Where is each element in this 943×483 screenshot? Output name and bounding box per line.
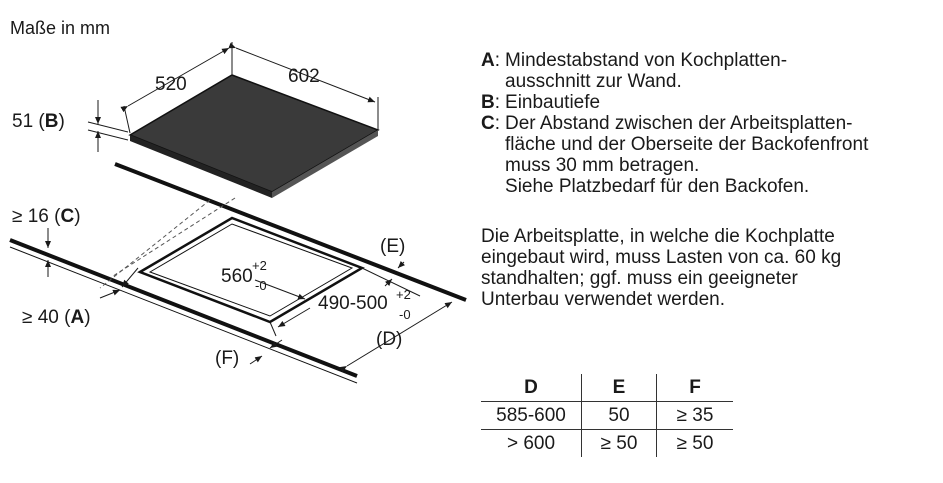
dimension-table [481,374,733,457]
worktop-cutout [140,218,420,336]
cut-depth-label: 490-500 [318,293,388,314]
table-cell: ≥ 50 [657,430,734,458]
table-cell: 585-600 [481,402,582,430]
cut-depth-tol-plus: +2 [396,287,411,302]
table-row [481,402,733,430]
legend-item-a: A : Mindestabstand von Kochplatten- ausschnitt zur Wand. [481,50,788,92]
legend-text: Einbautiefe [505,92,601,113]
table-header-row [481,374,733,402]
svg-text:51 (B): 51 (B) [12,111,65,132]
legend [481,50,931,197]
f-label: (F) [215,348,240,369]
legend-key: C [481,113,495,134]
legend-text: Mindestabstand von Kochplatten- ausschnitt zur Wand. [505,50,788,92]
height-dimension [12,100,128,152]
c-key: C [60,206,75,227]
table-cell: ≥ 50 [582,430,657,458]
table-cell: ≥ 35 [657,402,734,430]
c-dimension [12,206,81,277]
a-label: ≥ 40 ( [22,307,71,328]
legend-key: A [481,50,495,71]
a-key: A [70,307,85,328]
cut-width-tol-plus: +2 [252,258,267,273]
e-label: (E) [380,236,406,257]
depth-label: 520 [155,74,187,95]
legend-text: Der Abstand zwischen der Arbeitsplatten- fläche und der Oberseite der Backofenfront muss 30 mm betragen. Siehe Platzbedarf für den Backofen. [505,113,869,197]
a-dimension [22,268,138,328]
legend-item-b: B : Einbautiefe [481,92,601,113]
height-key: B [44,111,59,132]
load-note: Die Arbeitsplatte, in welche die Kochplatte eingebaut wird, muss Lasten von ca. 60 kg standhalten; ggf. muss ein geeigneter Unterbau verwendet werden. [481,226,842,310]
width-label: 602 [288,66,320,87]
table-row [481,430,733,458]
table-header-cell: F [657,374,734,402]
legend-key: B [481,92,495,113]
units-label: Maße in mm [10,18,111,38]
svg-text:≥ 40 (A): ≥ 40 (A) [22,307,91,328]
cut-width-label: 560 [221,266,253,287]
legend-item-c: C : Der Abstand zwischen der Arbeitsplatten- fläche und der Oberseite der Backofenfront muss 30 mm betragen. Siehe Platzbedarf für den Backofen. [481,113,869,197]
height-label: 51 ( [12,111,45,132]
svg-text:≥ 16 (C): ≥ 16 (C) [12,206,81,227]
d-label: (D) [376,329,403,350]
table-cell: > 600 [506,432,556,454]
cut-width-tol-minus: -0 [255,278,267,293]
table-header-cell: E [582,374,657,402]
table-header-cell: D [481,374,582,402]
cut-depth-tol-minus: -0 [399,307,411,322]
table-cell: 50 [582,402,657,430]
c-label: ≥ 16 ( [12,206,61,227]
